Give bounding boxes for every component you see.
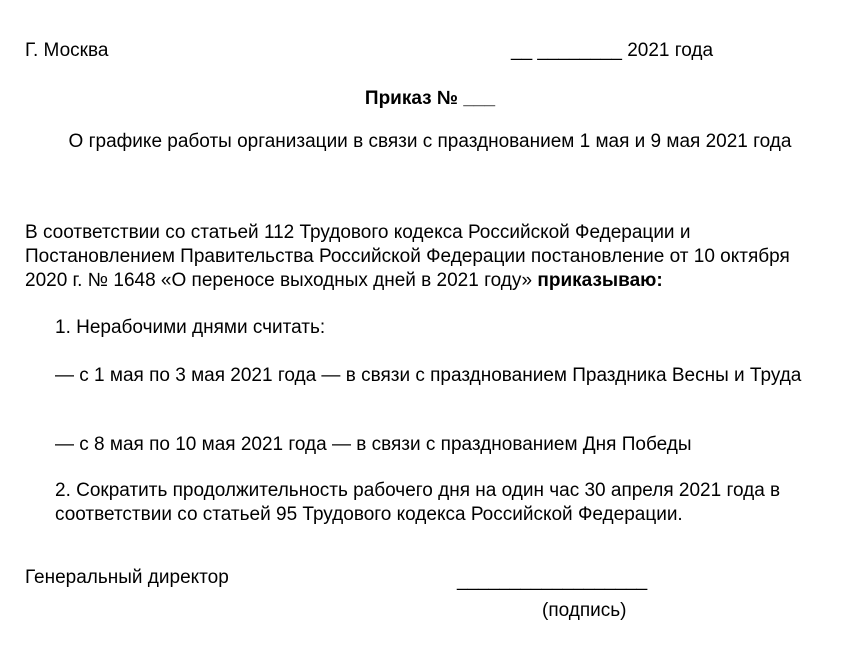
intro-bold: приказываю:: [537, 270, 663, 291]
intro-text: В соответствии со статьей 112 Трудового кодекса Российской Федерации и Постановлением Правительства Российской Федерации постановление от 10 октября 2020 г. № 1648 «О переносе выходных дней в 2021 году»: [25, 222, 790, 291]
signature-line: __________________: [457, 570, 648, 591]
signature-note: (подпись): [542, 600, 627, 621]
order-title: Приказ № ___: [364, 88, 496, 109]
director-label: Генеральный директор: [25, 567, 229, 588]
city-label: Г. Москва: [25, 40, 109, 61]
holiday-item-may-9: — с 8 мая по 10 мая 2021 года — в связи с празднованием Дня Победы: [55, 434, 692, 455]
order-subject: О графике работы организации в связи с празднованием 1 мая и 9 мая 2021 года: [68, 131, 792, 152]
item-2: 2. Сократить продолжительность рабочего дня на один час 30 апреля 2021 года в соответствии со статьей 95 Трудового кодекса Российской Федерации.: [55, 480, 781, 525]
intro-paragraph: [25, 221, 835, 293]
holiday-item-may-1: — с 1 мая по 3 мая 2021 года — в связи с празднованием Праздника Весны и Труда: [55, 365, 802, 386]
item-1: 1. Нерабочими днями считать:: [55, 317, 326, 338]
date-field: __ ________ 2021 года: [511, 40, 714, 61]
